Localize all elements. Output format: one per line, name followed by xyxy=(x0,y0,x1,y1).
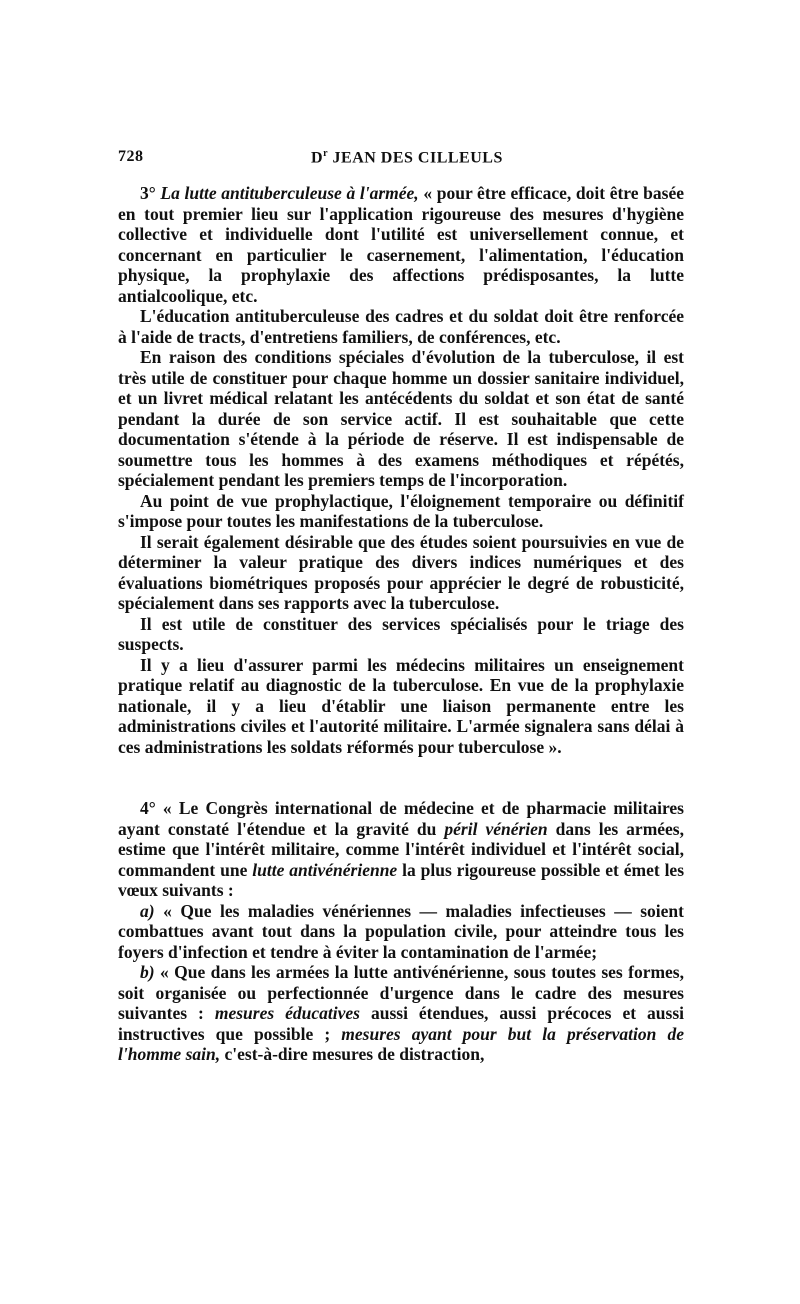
text-run: dans les armées, estime que l'intérêt militaire, comme l'intérêt individuel et l'intérêt social, commandent une xyxy=(118,818,684,880)
paragraph-text: « pour être efficace, doit être basée en tout premier lieu sur l'application rigoureuse des mesures d'hygiène collective et individuelle dont l'utilité est universellement connue, et concernant en particulier le casernement, l'alimentation, l'éducation physique, la prophylaxie des affections prédisposantes, la lutte antialcoolique, etc. xyxy=(118,183,684,306)
wish-b xyxy=(118,962,684,1065)
paragraph-dossier: En raison des conditions spéciales d'évolution de la tuberculose, il est très utile de constituer pour chaque homme un dossier sanitaire individuel, et un livret médical relatant les antécédents du soldat et son état de santé pendant la durée de son service actif. Il est souhaitable que cette documentation s'étende à la période de réserve. Il est indispensable de soumettre tous les hommes à des examens méthodiques et répétés, spécialement pendant les premiers temps de l'incorporation. xyxy=(118,347,684,490)
body-text xyxy=(118,183,684,1065)
paragraph-teaching: Il y a lieu d'assurer parmi les médecins militaires un enseignement pratique relatif au diagnostic de la tuberculose. En vue de la prophylaxie nationale, il y a lieu d'établir une liaison permanente entre les administrations civiles et l'autorité militaire. L'armée signalera sans délai à ces administrations les soldats réformés pour tuberculose ». xyxy=(118,654,684,757)
italic-run: péril vénérien xyxy=(444,818,548,839)
paragraph-studies: Il serait également désirable que des études soient poursuivies en vue de déterminer la valeur pratique des divers indices numériques et des évaluations biométriques proposés pour apprécier le degré de robusticité, spécialement dans ses rapports avec la tuberculose. xyxy=(118,531,684,613)
text-run: « Que les maladies vénériennes — maladies infectieuses — soient combattues avant tout dans la population civile, pour atteindre tous les foyers d'infection et tendre à éviter la contamination de l'armée; xyxy=(118,900,684,962)
paragraph-3-tuberculosis xyxy=(118,183,684,306)
text-run: c'est-à-dire mesures de distraction, xyxy=(220,1044,485,1064)
paragraph-education: L'éducation antituberculeuse des cadres et du soldat doit être renforcée à l'aide de tracts, d'entretiens familiers, de conférences, etc. xyxy=(118,306,684,347)
paragraph-4-venereal xyxy=(118,798,684,901)
author-name: JEAN DES CILLEULS xyxy=(328,149,503,167)
paragraph-triage: Il est utile de constituer des services spécialisés pour le triage des suspects. xyxy=(118,613,684,654)
wish-a xyxy=(118,901,684,963)
running-title xyxy=(311,148,503,167)
section-number: 3° xyxy=(140,183,161,203)
section-title: La lutte antituberculeuse à l'armée, xyxy=(160,183,419,203)
author-prefix: D xyxy=(311,149,324,167)
page-number: 728 xyxy=(118,148,144,165)
italic-run: lutte antivénérienne xyxy=(252,859,398,880)
item-label: b) xyxy=(140,962,155,982)
running-header xyxy=(118,148,684,170)
italic-run: mesures éducatives xyxy=(214,1003,360,1023)
text-run: « Que dans les armées la lutte antivénérienne, sous toutes ses formes, soit organisée ou perfectionnée d'urgence dans le cadre des mesures suivantes : xyxy=(118,962,684,1023)
item-label: a) xyxy=(140,900,155,921)
italic-run: mesures ayant pour but la préservation de l'homme sain, xyxy=(118,1023,684,1064)
paragraph-prophylaxis: Au point de vue prophylactique, l'éloignement temporaire ou définitif s'impose pour toutes les manifestations de la tuberculose. xyxy=(118,490,684,531)
text-run: 4° « Le Congrès international de médecine et de pharmacie militaires ayant constaté l'étendue et la gravité du xyxy=(118,798,684,839)
text-run: aussi étendues, aussi précoces et aussi instructives que possible ; xyxy=(118,1003,685,1044)
author-prefix-sup: r xyxy=(323,148,329,159)
text-run: la plus rigoureuse possible et émet les vœux suivants : xyxy=(118,859,685,900)
